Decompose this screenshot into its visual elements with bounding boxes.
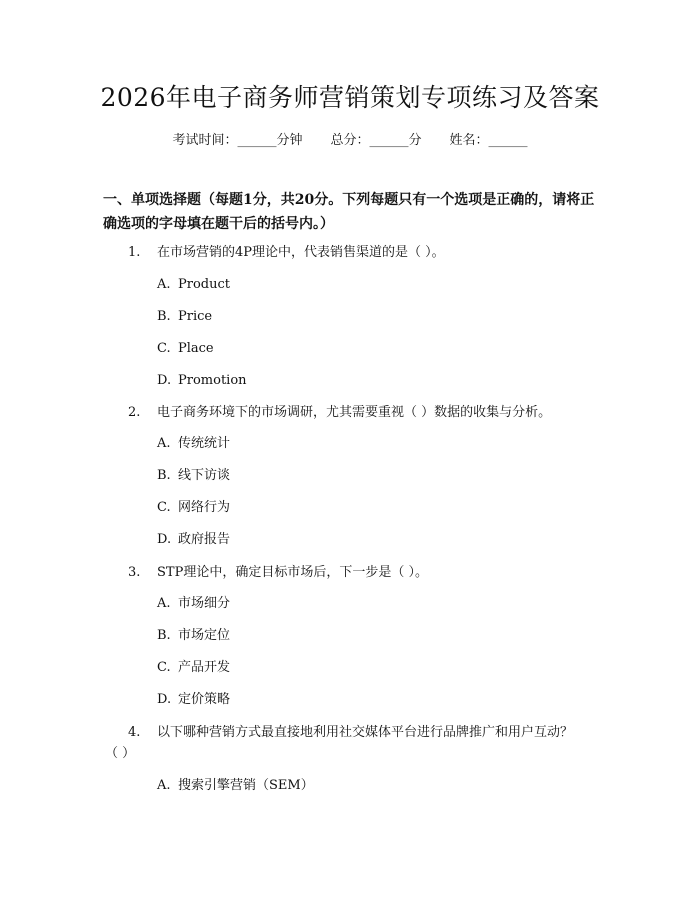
option-text: Promotion [178, 373, 247, 388]
score-blank: ______ [369, 133, 409, 148]
time-label: 考试时间： [172, 133, 238, 148]
option-letter: A. [157, 596, 171, 611]
option-3d [157, 690, 230, 710]
question-number: 1. [128, 245, 141, 260]
option-letter: C. [157, 341, 171, 356]
option-2d [157, 530, 230, 550]
option-letter: A. [157, 277, 171, 292]
option-text: 市场细分 [178, 596, 231, 611]
option-1d [157, 371, 247, 391]
option-letter: D. [157, 532, 172, 547]
question-continuation: （ ） [105, 746, 136, 761]
option-3b [157, 626, 230, 646]
option-letter: C. [157, 660, 171, 675]
time-unit: 分钟 [276, 133, 303, 148]
option-1a [157, 275, 230, 295]
option-letter: A. [157, 778, 171, 793]
question-text: 电子商务环境下的市场调研，尤其需要重视（ ）数据的收集与分析。 [157, 405, 552, 420]
option-text: 线下访谈 [178, 468, 231, 483]
option-text: 产品开发 [178, 660, 231, 675]
option-2a [157, 434, 230, 454]
time-blank: ______ [237, 133, 277, 148]
option-letter: B. [157, 309, 171, 324]
option-2b [157, 466, 230, 486]
option-text: 政府报告 [178, 532, 231, 547]
name-blank: ______ [488, 133, 528, 148]
question-number: 4. [128, 725, 141, 740]
option-letter: C. [157, 500, 171, 515]
question-text: STP理论中，确定目标市场后，下一步是（ ）。 [157, 565, 428, 580]
option-text: 网络行为 [178, 500, 231, 515]
option-text: 搜索引擎营销（SEM） [178, 778, 314, 793]
option-text: Product [178, 277, 230, 292]
option-letter: B. [157, 628, 171, 643]
option-1b [157, 307, 212, 327]
option-text: 传统统计 [178, 436, 231, 451]
score-label: 总分： [330, 133, 370, 148]
score-unit: 分 [408, 133, 422, 148]
option-1c [157, 339, 214, 359]
option-2c [157, 498, 230, 518]
question-number: 2. [128, 405, 141, 420]
name-label: 姓名： [449, 133, 489, 148]
option-3c [157, 658, 230, 678]
question-text: 以下哪种营销方式最直接地利用社交媒体平台进行品牌推广和用户互动？ [157, 725, 574, 740]
option-4a [157, 776, 314, 796]
question-text: 在市场营销的4P理论中，代表销售渠道的是（ ）。 [157, 245, 445, 260]
option-text: 市场定位 [178, 628, 231, 643]
option-letter: D. [157, 692, 172, 707]
option-letter: A. [157, 436, 171, 451]
option-letter: B. [157, 468, 171, 483]
option-text: 定价策略 [178, 692, 231, 707]
option-text: Price [178, 309, 213, 324]
section-heading: 一、单项选择题（每题1分，共20分。下列每题只有一个选项是正确的，请将正确选项的字母填在题干后的括号内。） [103, 192, 595, 232]
question-number: 3. [128, 565, 141, 580]
exam-info-line [0, 131, 700, 151]
page-title: 2026年电子商务师营销策划专项练习及答案 [100, 83, 600, 112]
option-letter: D. [157, 373, 172, 388]
option-text: Place [178, 341, 214, 356]
option-3a [157, 594, 230, 614]
